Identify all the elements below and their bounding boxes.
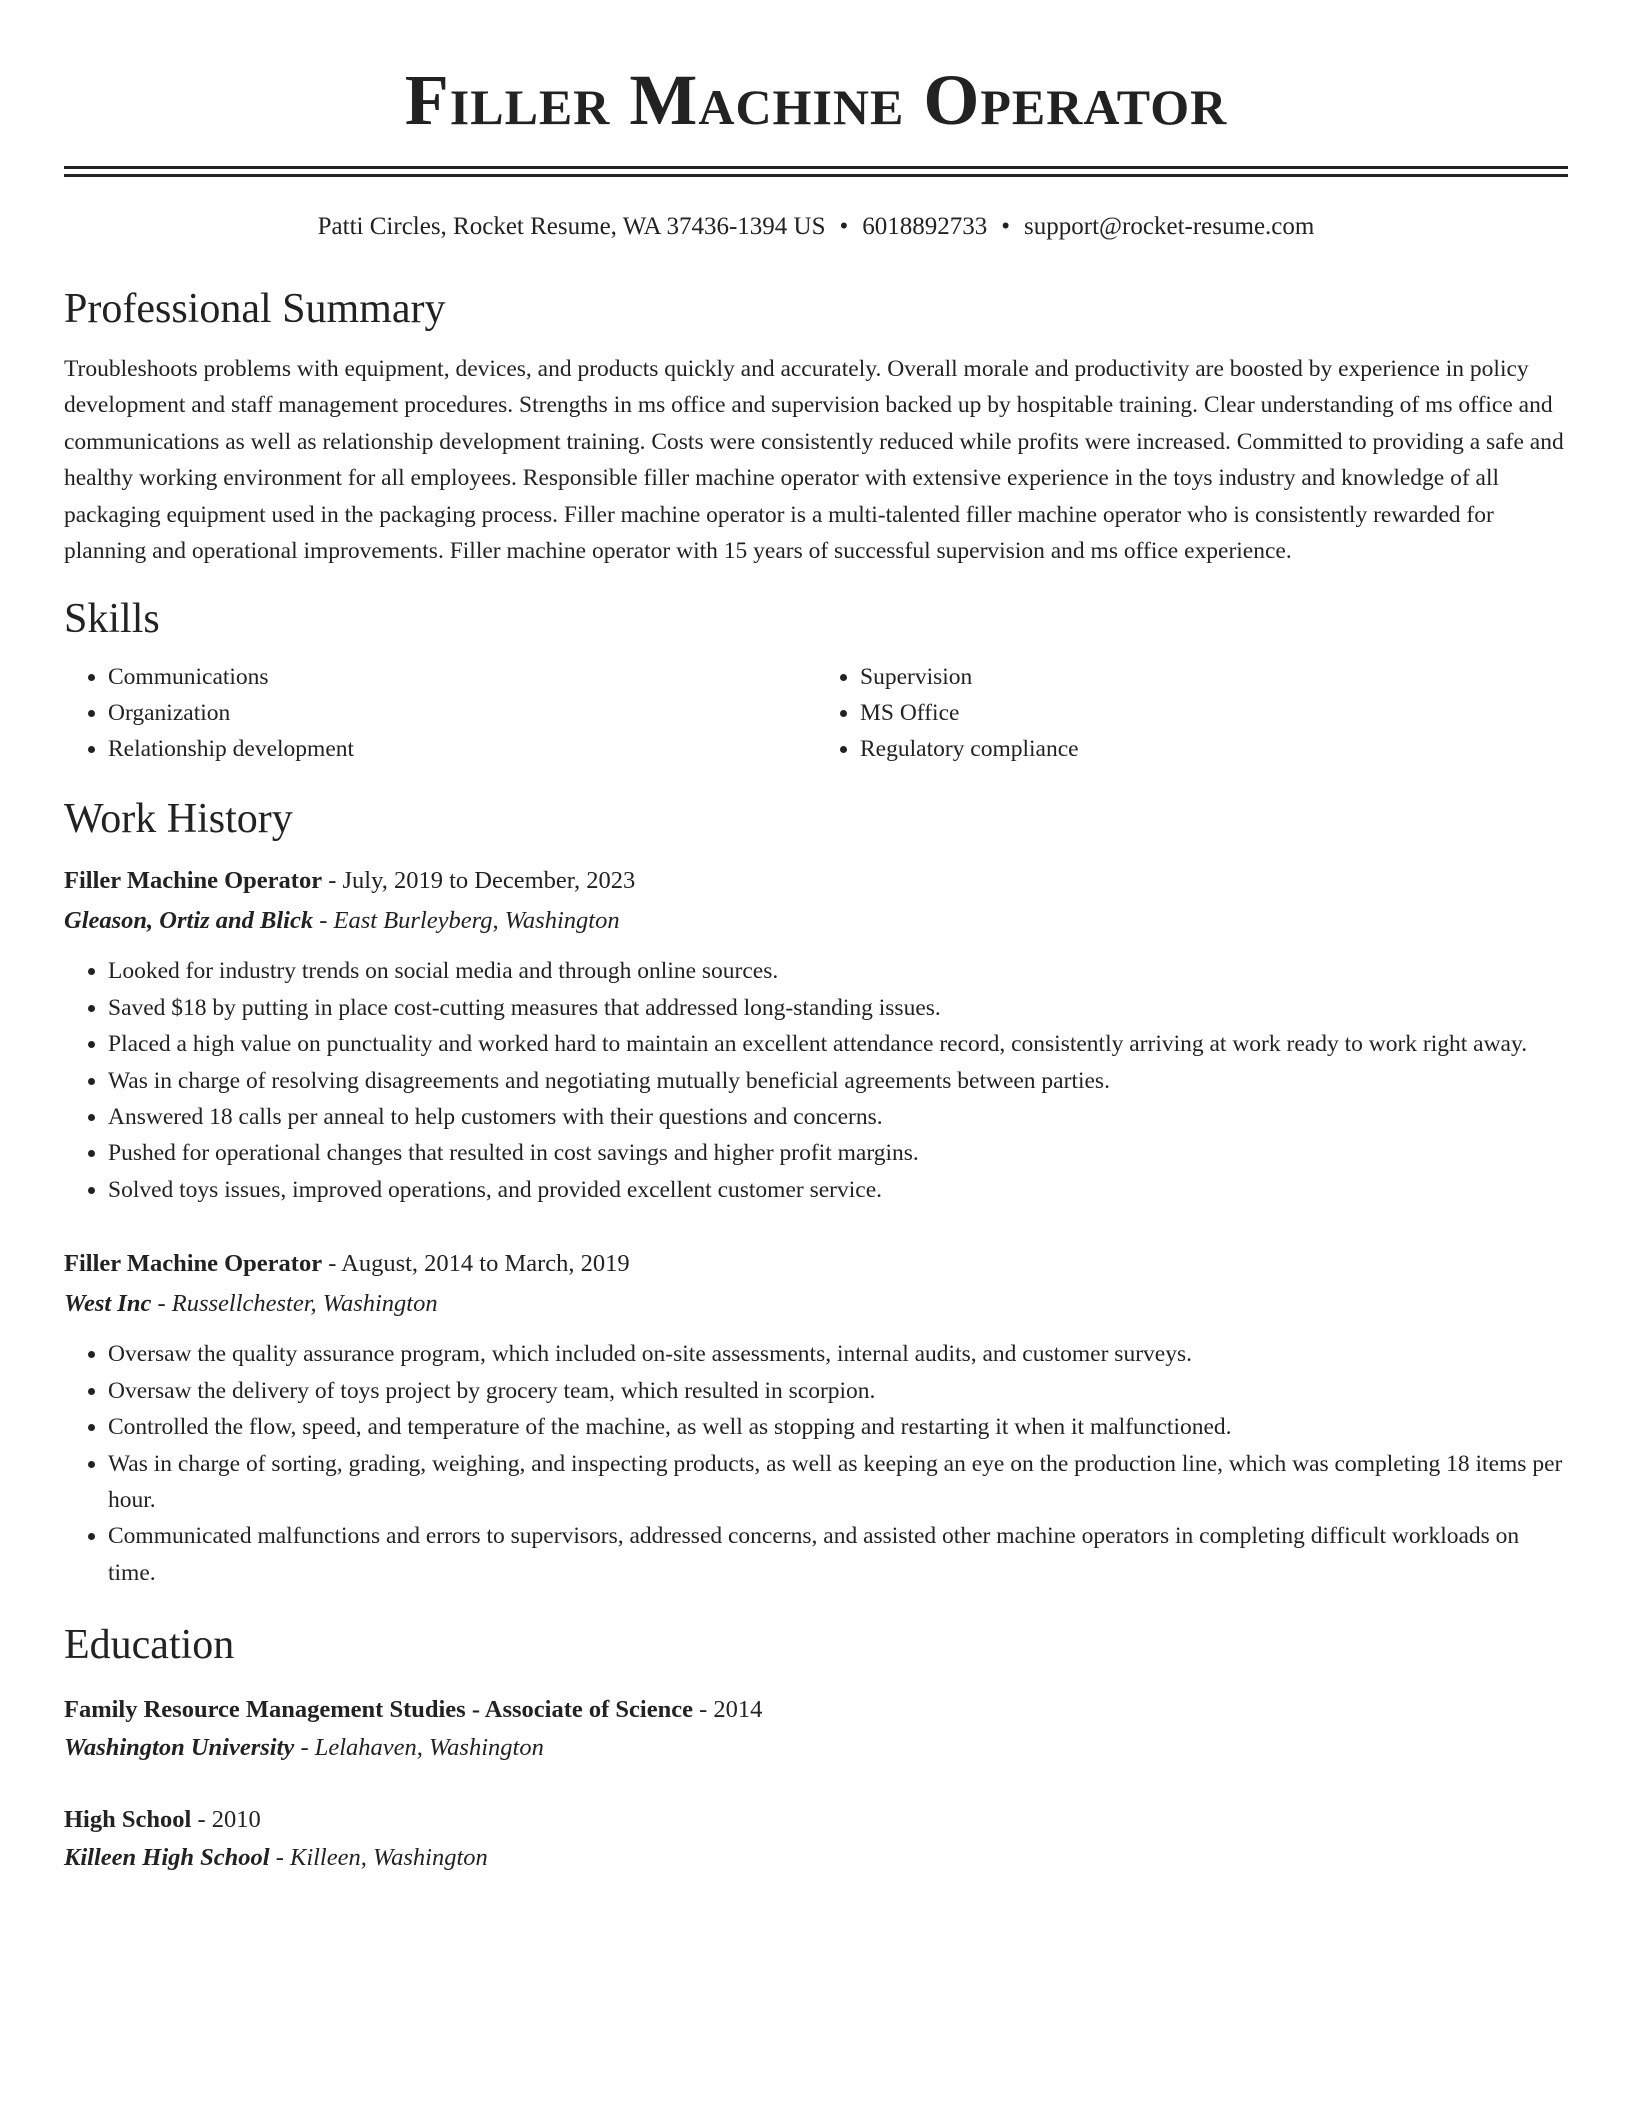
- contact-phone: 6018892733: [862, 213, 988, 240]
- job-duties: [64, 953, 1568, 1208]
- job-company: West Inc: [64, 1290, 152, 1318]
- education-entry: [64, 1801, 1568, 1877]
- job-company: Gleason, Ortiz and Blick: [64, 907, 314, 935]
- contact-line: [64, 211, 1568, 243]
- skill-item: • Supervision: [860, 659, 1568, 695]
- skill-item: • Regulatory compliance: [860, 731, 1568, 767]
- summary-text: Troubleshoots problems with equipment, devices, and products quickly and accurately. Overall morale and productivity are boosted by experience in policy development and staff management procedures. Strengths in ms office and supervision backed up by hospitable training. Clear understanding of ms office and communications as well as relationship development training. Costs were consistently reduced while profits were increased. Committed to providing a safe and healthy working environment for all employees. Responsible filler machine operator with extensive experience in the toys industry and knowledge of all packaging equipment used in the packaging process. Filler machine operator is a multi-talented filler machine operator who is consistently rewarded for planning and operational improvements. Filler machine operator with 15 years of successful supervision and ms office experience.: [64, 356, 1564, 565]
- job-role: Filler Machine Operator: [64, 1250, 323, 1278]
- skill-item: • Communications: [108, 659, 816, 695]
- job-dates: - July, 2019 to December, 2023: [322, 867, 636, 895]
- job-location: - East Burleyberg, Washington: [313, 907, 620, 935]
- duty-item: • Pushed for operational changes that resulted in cost savings and higher profit margins.: [108, 1135, 1568, 1171]
- education-heading-line: [64, 1801, 1568, 1839]
- education-degree: Family Resource Management Studies - Associate of Science: [64, 1696, 693, 1724]
- duty-item: • Was in charge of sorting, grading, weighing, and inspecting products, as well as keeping an eye on the production line, which was completing 18 items per hour.: [108, 1446, 1568, 1519]
- education-heading-line: [64, 1691, 1568, 1729]
- header-divider: [64, 166, 1568, 177]
- skill-item: • Organization: [108, 695, 816, 731]
- job-role: Filler Machine Operator: [64, 867, 323, 895]
- job-duties: [64, 1336, 1568, 1591]
- education-year: - 2014: [692, 1696, 763, 1724]
- education-degree: High School: [64, 1806, 192, 1834]
- work-history-heading: Work History: [64, 796, 293, 843]
- contact-separator: •: [839, 213, 849, 240]
- education-heading: Education: [64, 1622, 235, 1669]
- duty-item: • Solved toys issues, improved operations, and provided excellent customer service.: [108, 1172, 1568, 1208]
- job-location: - Russellchester, Washington: [151, 1290, 438, 1318]
- education-school-line: [64, 1729, 1568, 1767]
- job-employer: [64, 901, 1568, 941]
- job-entry: [64, 861, 1568, 1208]
- duty-item: • Controlled the flow, speed, and temperature of the machine, as well as stopping and restarting it when it malfunctioned.: [108, 1409, 1568, 1445]
- skills-column-left: [64, 659, 816, 767]
- contact-separator: •: [1001, 213, 1011, 240]
- duty-item: • Communicated malfunctions and errors to supervisors, addressed concerns, and assisted other machine operators in completing difficult workloads on time.: [108, 1518, 1568, 1591]
- education-location: - Killeen, Washington: [269, 1844, 488, 1872]
- job-entry: [64, 1244, 1568, 1591]
- education-entry: [64, 1691, 1568, 1767]
- job-heading: [64, 861, 1568, 901]
- education-location: - Lelahaven, Washington: [294, 1734, 544, 1762]
- summary-heading: Professional Summary: [64, 286, 446, 332]
- duty-item: • Answered 18 calls per anneal to help customers with their questions and concerns.: [108, 1099, 1568, 1135]
- skill-item: • Relationship development: [108, 731, 816, 767]
- education-school-line: [64, 1839, 1568, 1877]
- duty-item: • Was in charge of resolving disagreements and negotiating mutually beneficial agreements between parties.: [108, 1063, 1568, 1099]
- education-school: Washington University: [64, 1734, 295, 1762]
- contact-email: support@rocket-resume.com: [1024, 213, 1315, 240]
- duty-item: • Oversaw the delivery of toys project by grocery team, which resulted in scorpion.: [108, 1373, 1568, 1409]
- skills-list: [64, 659, 1568, 767]
- resume-title: Filler Machine Operator: [404, 60, 1228, 140]
- education-year: - 2010: [191, 1806, 261, 1834]
- duty-item: • Oversaw the quality assurance program, which included on-site assessments, internal audits, and customer surveys.: [108, 1336, 1568, 1372]
- duty-item: • Looked for industry trends on social media and through online sources.: [108, 953, 1568, 989]
- education-school: Killeen High School: [64, 1844, 270, 1872]
- skill-item: • MS Office: [860, 695, 1568, 731]
- duty-item: • Saved $18 by putting in place cost-cutting measures that addressed long-standing issues.: [108, 990, 1568, 1026]
- contact-address: Patti Circles, Rocket Resume, WA 37436-1394 US: [317, 213, 826, 240]
- job-dates: - August, 2014 to March, 2019: [322, 1250, 630, 1278]
- skills-column-right: [816, 659, 1568, 767]
- job-heading: [64, 1244, 1568, 1284]
- duty-item: • Placed a high value on punctuality and worked hard to maintain an excellent attendance record, consistently arriving at work ready to work right away.: [108, 1026, 1568, 1062]
- job-employer: [64, 1284, 1568, 1324]
- skills-heading: Skills: [64, 596, 160, 643]
